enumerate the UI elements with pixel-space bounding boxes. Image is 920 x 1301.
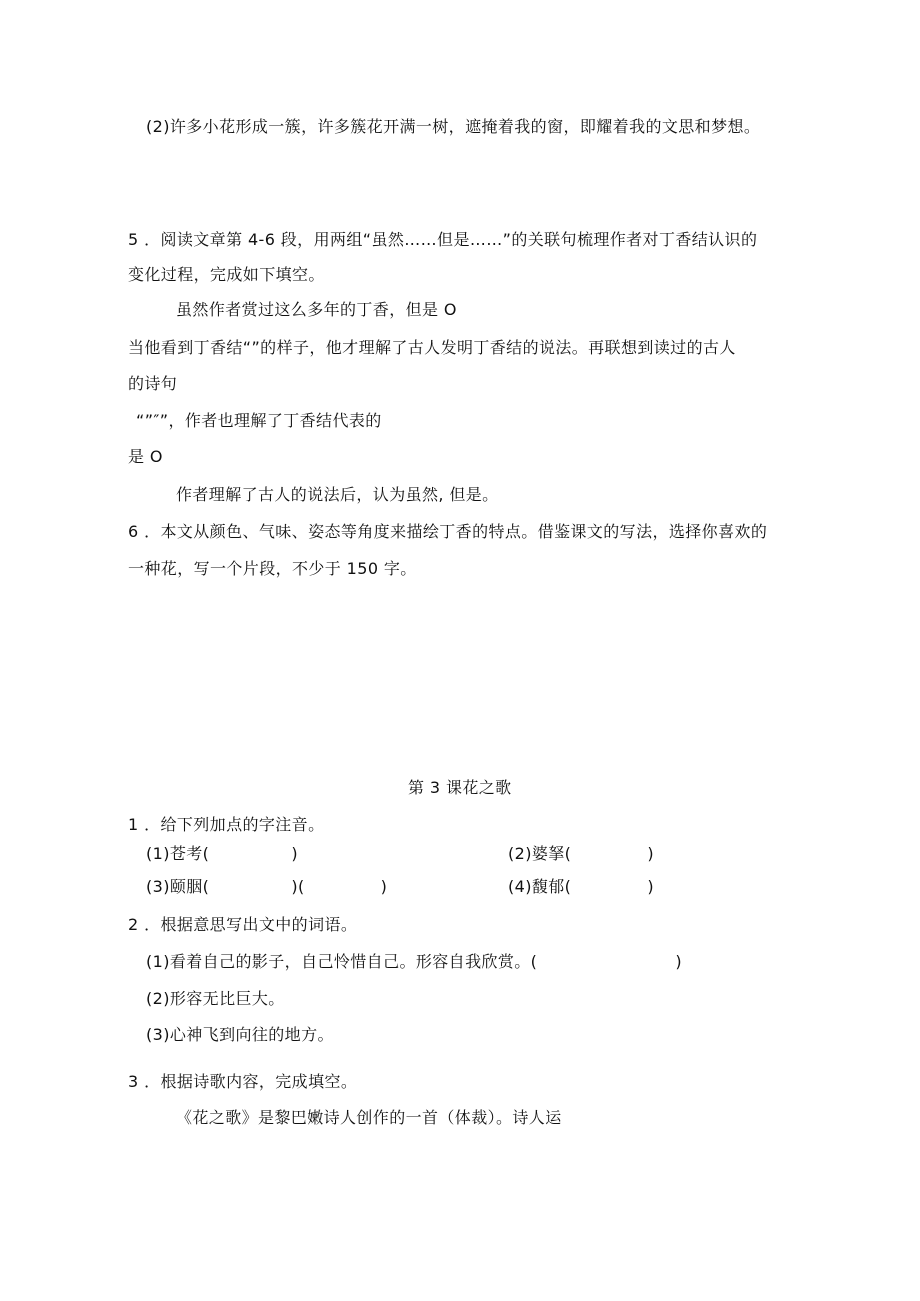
l3-q2-prompt: 2 ．根据意思写出文中的词语。 <box>128 915 358 934</box>
l3-q1-item-2 <box>508 843 654 865</box>
item-label: (4)馥郁( <box>508 877 572 896</box>
q5-line-2: 变化过程，完成如下填空。 <box>128 265 325 284</box>
l3-q2-item-3: (3)心神飞到向往的地方。 <box>146 1025 334 1044</box>
l3-q1-item-3 <box>146 876 387 898</box>
item-label: (3)颐胭( <box>146 877 210 896</box>
q5-line-5: 的诗句 <box>128 374 178 393</box>
l3-q1-item-1 <box>146 843 298 865</box>
q5-line-6: “”″”，作者也理解了丁香结代表的 <box>136 411 382 430</box>
lesson-title: 第 3 课花之歌 <box>408 778 512 797</box>
item-label: (1)苍考( <box>146 844 210 863</box>
q5-line-4: 当他看到丁香结“”的样子，他才理解了古人发明丁香结的说法。再联想到读过的古人 <box>128 338 736 357</box>
item-label: (2)婆拏( <box>508 844 572 863</box>
q5-line-7: 是 O <box>128 447 163 466</box>
q5-line-8: 作者理解了古人的说法后，认为虽然, 但是。 <box>176 485 499 504</box>
q6-line-2: 一种花，写一个片段，不少于 150 字。 <box>128 559 417 578</box>
item-close: ) <box>647 844 654 863</box>
item-close: ) <box>647 877 654 896</box>
item-close: ) <box>291 844 298 863</box>
l3-q3-prompt: 3 ．根据诗歌内容，完成填空。 <box>128 1072 358 1091</box>
item-label: (1)看着自己的影子，自己怜惜自己。形容自我欣赏。( <box>146 952 538 971</box>
q5-line-3: 虽然作者赏过这么多年的丁香，但是 O <box>176 300 457 319</box>
item-close: ) <box>380 877 388 896</box>
q6-line-1: 6 ．本文从颜色、气味、姿态等角度来描绘丁香的特点。借鉴课文的写法，选择你喜欢的 <box>128 522 768 541</box>
q5-line-1: 5 ．阅读文章第 4-6 段，用两组“虽然……但是……”的关联句梳理作者对丁香结认识的 <box>128 230 758 249</box>
item-close: ) <box>675 952 682 971</box>
l3-q2-item-1 <box>146 951 682 973</box>
item-mid: )( <box>291 877 305 896</box>
l3-q1-prompt: 1 ．给下列加点的字注音。 <box>128 815 325 834</box>
prev-item-2: (2)许多小花形成一簇，许多簇花开满一树，遮掩着我的窗，即耀着我的文思和梦想。 <box>146 117 761 136</box>
l3-q2-item-2: (2)形容无比巨大。 <box>146 989 285 1008</box>
l3-q1-item-4 <box>508 876 654 898</box>
l3-q3-line-1: 《花之歌》是黎巴嫩诗人创作的一首（体裁）。诗人运 <box>176 1108 562 1127</box>
